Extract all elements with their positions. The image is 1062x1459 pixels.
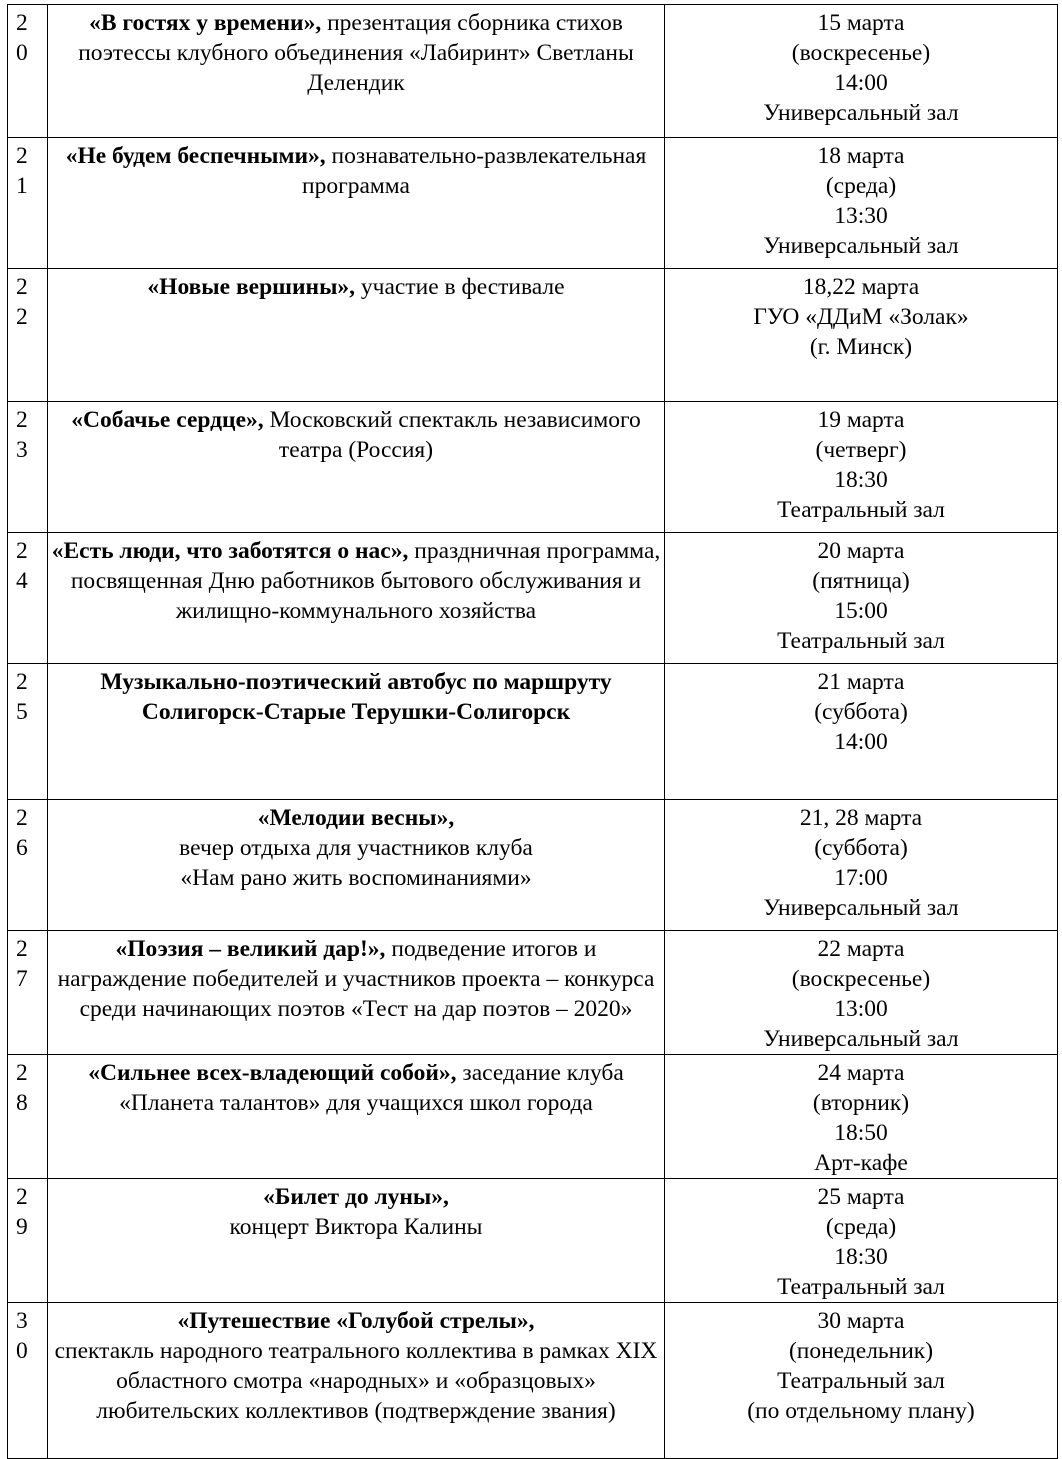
- event-description-cell: [48, 1055, 665, 1179]
- table-row: [8, 1055, 1058, 1179]
- event-datetime-line: 18 марта: [817, 143, 905, 169]
- event-datetime-line: 21 марта: [817, 669, 905, 695]
- event-description: Московский спектакль независимого театра (Россия): [263, 407, 641, 463]
- table-row: [8, 1179, 1058, 1303]
- event-datetime-line: (суббота): [814, 835, 908, 861]
- event-description-cell: [48, 664, 665, 800]
- event-datetime-line: 14:00: [834, 729, 888, 755]
- row-number-cell: [8, 1055, 48, 1179]
- row-number: 20: [16, 10, 28, 66]
- event-datetime-line: Театральный зал: [777, 628, 945, 654]
- event-datetime-line: 17:00: [834, 865, 888, 891]
- event-title: «В гостях у времени»,: [89, 10, 322, 36]
- event-title: «Собачье сердце»,: [71, 407, 264, 433]
- event-description: презентация сборника стихов поэтессы клубного объединения «Лабиринт» Светланы Делендик: [78, 10, 634, 96]
- event-title: «Новые вершины»,: [147, 274, 356, 300]
- row-number-cell: [8, 800, 48, 931]
- row-number: 21: [16, 143, 28, 199]
- event-datetime-line: (среда): [825, 173, 897, 199]
- event-datetime-line: (среда): [825, 1214, 897, 1240]
- event-datetime-line: 20 марта: [817, 538, 905, 564]
- event-datetime-line: 18:30: [834, 1244, 888, 1270]
- event-datetime-cell: [665, 800, 1058, 931]
- row-number-cell: [8, 402, 48, 533]
- row-number-cell: [8, 138, 48, 269]
- event-datetime-line: Универсальный зал: [763, 233, 959, 259]
- row-number: 23: [16, 407, 28, 463]
- row-number: 30: [16, 1308, 28, 1364]
- event-datetime-line: (четверг): [815, 437, 907, 463]
- event-datetime-line: ГУО «ДДиМ «Золак»: [753, 304, 969, 330]
- row-number: 26: [16, 805, 28, 861]
- event-description-cell: [48, 269, 665, 402]
- event-datetime-line: 13:30: [834, 203, 888, 229]
- event-description-cell: [48, 5, 665, 138]
- event-datetime-line: Театральный зал: [777, 497, 945, 523]
- event-title: «Путешествие «Голубой стрелы»,: [177, 1308, 535, 1334]
- event-description: познавательно-развлекательная программа: [302, 143, 647, 199]
- event-datetime-line: Универсальный зал: [763, 100, 959, 126]
- event-description-line: спектакль народного театрального коллектива в рамках XIX областного смотра «народных» и «образцовых» любительских коллективов (подтверждение звания): [54, 1338, 658, 1424]
- event-description: подведение итогов и награждение победителей и участников проекта – конкурса среди начинающих поэтов «Тест на дар поэтов – 2020»: [57, 936, 655, 1022]
- event-datetime-line: (суббота): [814, 699, 908, 725]
- table-row: [8, 138, 1058, 269]
- event-title: «Поэзия – великий дар!»,: [115, 936, 386, 962]
- event-description-cell: [48, 533, 665, 664]
- event-description-line: «Нам рано жить воспоминаниями»: [180, 865, 532, 891]
- event-datetime-line: 13:00: [834, 996, 888, 1022]
- event-datetime-line: 18,22 марта: [802, 274, 920, 300]
- event-description-cell: [48, 1179, 665, 1303]
- events-table-body: [8, 5, 1058, 1459]
- table-row: [8, 5, 1058, 138]
- event-description: заседание клуба «Планета талантов» для учащихся школ города: [119, 1060, 624, 1116]
- row-number: 29: [16, 1184, 28, 1240]
- event-datetime-line: 18:30: [834, 467, 888, 493]
- event-title: «Билет до луны»,: [263, 1184, 449, 1210]
- event-description: праздничная программа, посвященная Дню работников бытового обслуживания и жилищно-коммунального хозяйства: [70, 538, 661, 624]
- event-datetime-line: 24 марта: [817, 1060, 905, 1086]
- event-datetime-cell: [665, 5, 1058, 138]
- event-datetime-line: Универсальный зал: [763, 1026, 959, 1052]
- row-number: 28: [16, 1060, 28, 1116]
- event-title: «Сильнее всех-владеющий собой»,: [88, 1060, 457, 1086]
- event-description-line: концерт Виктора Калины: [229, 1214, 483, 1240]
- event-datetime-line: 14:00: [834, 70, 888, 96]
- table-row: [8, 402, 1058, 533]
- event-datetime-line: Театральный зал: [777, 1368, 945, 1394]
- events-table: [7, 4, 1058, 1459]
- row-number-cell: [8, 1179, 48, 1303]
- table-row: [8, 1303, 1058, 1459]
- event-datetime-line: 30 марта: [817, 1308, 905, 1334]
- event-description-cell: [48, 402, 665, 533]
- event-title: «Не будем беспечными»,: [65, 143, 326, 169]
- event-datetime-line: (пятница): [812, 568, 910, 594]
- event-datetime-line: 15:00: [834, 598, 888, 624]
- event-datetime-line: (по отдельному плану): [747, 1398, 975, 1424]
- event-description-cell: [48, 800, 665, 931]
- row-number-cell: [8, 1303, 48, 1459]
- event-title: «Мелодии весны»,: [257, 805, 455, 831]
- event-datetime-line: (вторник): [812, 1090, 910, 1116]
- event-datetime-line: (понедельник): [788, 1338, 934, 1364]
- event-description-cell: [48, 931, 665, 1055]
- table-row: [8, 664, 1058, 800]
- event-datetime-cell: [665, 1179, 1058, 1303]
- event-datetime-line: (воскресенье): [791, 966, 931, 992]
- row-number-cell: [8, 664, 48, 800]
- event-datetime-line: Арт-кафе: [814, 1150, 908, 1176]
- event-datetime-line: 18:50: [834, 1120, 888, 1146]
- event-datetime-line: (воскресенье): [791, 40, 931, 66]
- event-datetime-cell: [665, 138, 1058, 269]
- event-description: участие в фестивале: [355, 274, 565, 300]
- event-datetime-line: 19 марта: [817, 407, 905, 433]
- event-datetime-cell: [665, 664, 1058, 800]
- row-number: 22: [16, 274, 28, 330]
- row-number-cell: [8, 5, 48, 138]
- row-number: 24: [16, 538, 28, 594]
- event-datetime-cell: [665, 269, 1058, 402]
- table-row: [8, 533, 1058, 664]
- event-datetime-line: 15 марта: [817, 10, 905, 36]
- event-datetime-line: Универсальный зал: [763, 895, 959, 921]
- event-datetime-line: 21, 28 марта: [799, 805, 923, 831]
- event-datetime-cell: [665, 402, 1058, 533]
- event-datetime-line: 22 марта: [817, 936, 905, 962]
- table-row: [8, 931, 1058, 1055]
- event-datetime-cell: [665, 1303, 1058, 1459]
- event-datetime-line: 25 марта: [817, 1184, 905, 1210]
- row-number-cell: [8, 533, 48, 664]
- event-title: «Есть люди, что заботятся о нас»,: [51, 538, 409, 564]
- row-number-cell: [8, 269, 48, 402]
- event-datetime-cell: [665, 533, 1058, 664]
- event-datetime-cell: [665, 1055, 1058, 1179]
- row-number: 27: [16, 936, 28, 992]
- row-number: 25: [16, 669, 28, 725]
- event-description-cell: [48, 1303, 665, 1459]
- event-description-line: вечер отдыха для участников клуба: [179, 835, 533, 861]
- table-row: [8, 800, 1058, 931]
- event-datetime-line: Театральный зал: [777, 1274, 945, 1300]
- event-title: Музыкально-поэтический автобус по маршруту Солигорск-Старые Терушки-Солигорск: [100, 669, 612, 725]
- table-row: [8, 269, 1058, 402]
- event-datetime-cell: [665, 931, 1058, 1055]
- event-datetime-line: (г. Минск): [809, 334, 913, 360]
- event-description-cell: [48, 138, 665, 269]
- row-number-cell: [8, 931, 48, 1055]
